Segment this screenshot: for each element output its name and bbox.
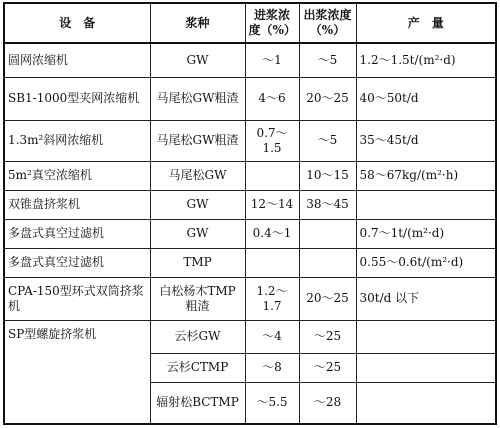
table-row (4, 277, 496, 320)
cell-outlet: ～25 (299, 353, 356, 382)
cell-equipment: 双锥盘挤浆机 (4, 190, 150, 219)
cell-inlet (245, 248, 299, 277)
cell-output (356, 353, 496, 382)
table-row (4, 190, 496, 219)
cell-equipment: 多盘式真空过滤机 (4, 248, 150, 277)
cell-inlet: 0.7～1.5 (245, 120, 299, 161)
cell-outlet: 20～25 (299, 77, 356, 120)
cell-pulp-type: 云杉CTMP (150, 353, 245, 382)
cell-pulp-type: 白松杨木TMP粗渣 (150, 277, 245, 320)
cell-pulp-type: 辐射松BCTMP (150, 382, 245, 424)
cell-output (356, 382, 496, 424)
cell-pulp-type: 马尾松GW (150, 161, 245, 190)
cell-pulp-type: GW (150, 190, 245, 219)
cell-output: 58～67kg/(m²·h) (356, 161, 496, 190)
cell-output: 40～50t/d (356, 77, 496, 120)
cell-outlet: 38～45 (299, 190, 356, 219)
cell-pulp-type: 马尾松GW粗渣 (150, 77, 245, 120)
table-row (4, 161, 496, 190)
cell-pulp-type: 云杉GW (150, 320, 245, 353)
cell-equipment: 1.3m²斜网浓缩机 (4, 120, 150, 161)
cell-inlet (245, 161, 299, 190)
cell-output (356, 190, 496, 219)
cell-equipment: 圆网浓缩机 (4, 43, 150, 77)
cell-outlet (299, 248, 356, 277)
cell-outlet: ～28 (299, 382, 356, 424)
cell-inlet: 0.4～1 (245, 219, 299, 248)
cell-pulp-type: TMP (150, 248, 245, 277)
cell-outlet (299, 219, 356, 248)
cell-inlet: 4～6 (245, 77, 299, 120)
cell-outlet: 20～25 (299, 277, 356, 320)
header-inlet-consistency: 进浆浓度（%） (245, 3, 299, 43)
table-row (4, 120, 496, 161)
cell-outlet: ～5 (299, 43, 356, 77)
header-row (4, 3, 496, 43)
equipment-table (3, 2, 497, 425)
cell-inlet: 1.2～1.7 (245, 277, 299, 320)
cell-equipment: SB1-1000型夹网浓缩机 (4, 77, 150, 120)
header-output: 产 量 (356, 3, 496, 43)
cell-inlet: ～5.5 (245, 382, 299, 424)
cell-inlet: 12～14 (245, 190, 299, 219)
cell-inlet: ～1 (245, 43, 299, 77)
cell-output (356, 320, 496, 353)
table-row (4, 77, 496, 120)
table-row (4, 320, 496, 353)
table-row (4, 219, 496, 248)
table-body (4, 43, 496, 424)
cell-output: 30t/d 以下 (356, 277, 496, 320)
cell-pulp-type: 马尾松GW粗渣 (150, 120, 245, 161)
cell-equipment: CPA-150型环式双筒挤浆机 (4, 277, 150, 320)
cell-pulp-type: GW (150, 219, 245, 248)
cell-equipment: SP型螺旋挤浆机 (4, 320, 150, 424)
table-row (4, 43, 496, 77)
cell-pulp-type: GW (150, 43, 245, 77)
header-pulp-type: 浆种 (150, 3, 245, 43)
cell-inlet: ～4 (245, 320, 299, 353)
header-equipment: 设 备 (4, 3, 150, 43)
cell-inlet: ～8 (245, 353, 299, 382)
cell-outlet: ～25 (299, 320, 356, 353)
cell-output: 35～45t/d (356, 120, 496, 161)
cell-output: 1.2～1.5t/(m²·d) (356, 43, 496, 77)
cell-equipment: 多盘式真空过滤机 (4, 219, 150, 248)
cell-output: 0.55～0.6t/(m²·d) (356, 248, 496, 277)
table-row (4, 248, 496, 277)
cell-output: 0.7～1t/(m²·d) (356, 219, 496, 248)
cell-equipment: 5m²真空浓缩机 (4, 161, 150, 190)
cell-outlet: ～5 (299, 120, 356, 161)
cell-outlet: 10～15 (299, 161, 356, 190)
header-outlet-consistency: 出浆浓度（%） (299, 3, 356, 43)
table-container (3, 2, 497, 425)
